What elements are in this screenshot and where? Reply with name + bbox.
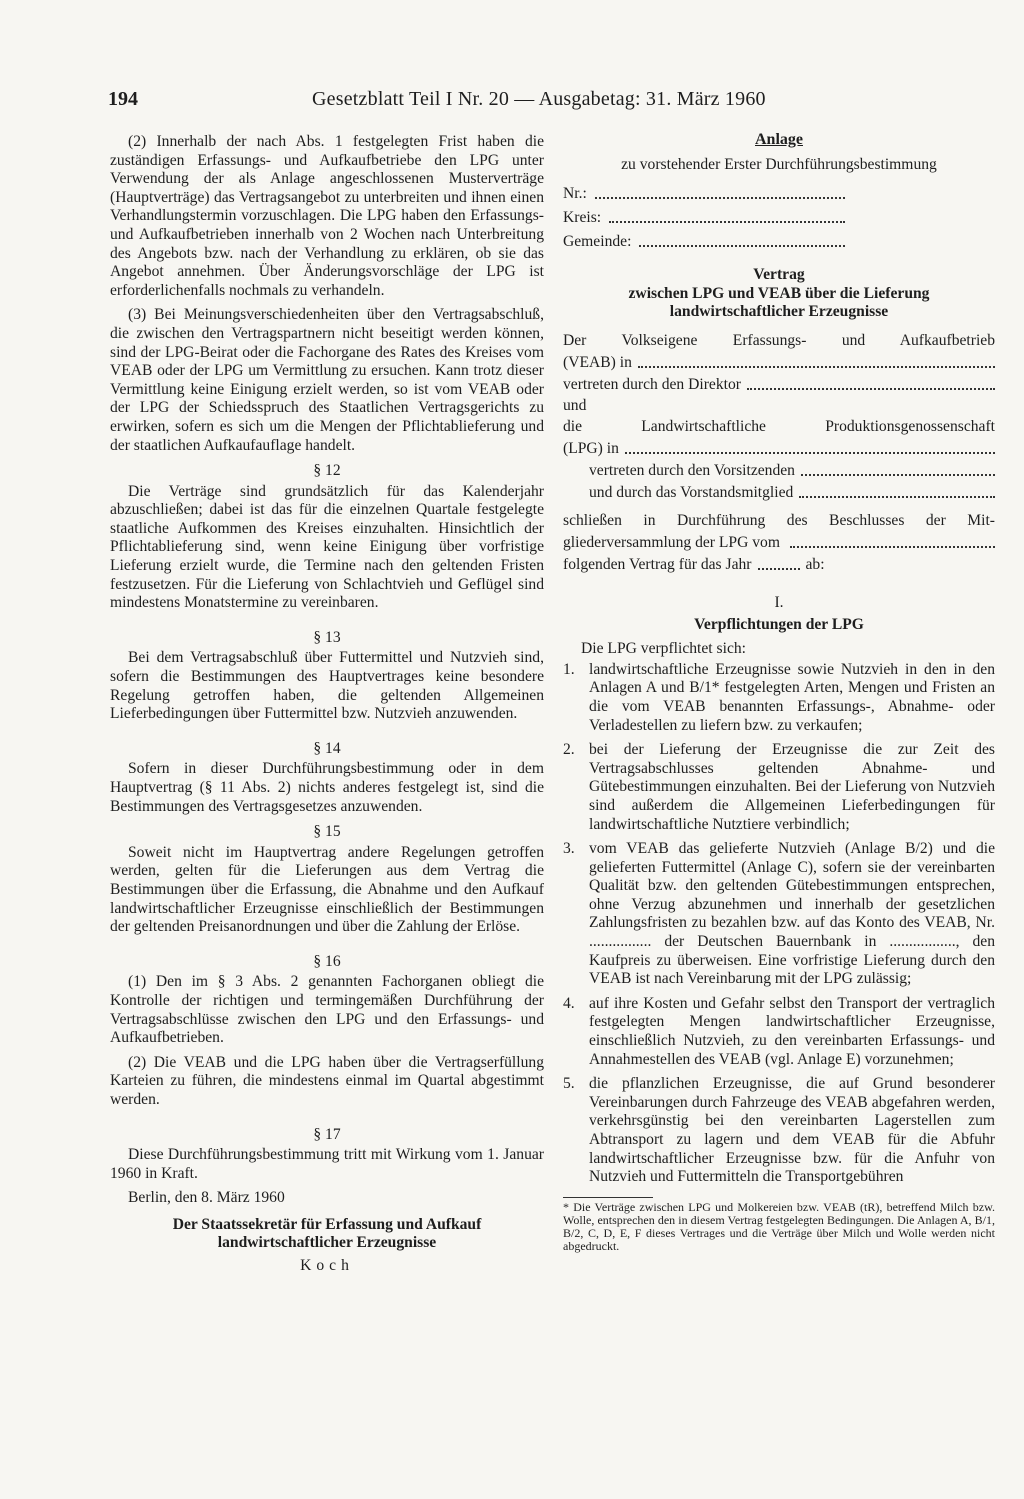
- obligation-number: 2.: [563, 741, 575, 759]
- assembly-date-label: gliederversammlung der LPG vom: [563, 533, 780, 551]
- paragraph-3: (3) Bei Meinungsverschiedenheiten über den Vertragsabschluß, die zwischen den Vertragspartnern nicht beseitigt werden können, sind der LPG-Beirat oder die Fachorgane des Rates des Kreises vom VEAB oder der LPG um Vermittlung zu ersuchen. Kann trotz dieser Vermittlung keine Einigung erzielt werden, so ist vom VEAB oder der LPG der Schiedsspruch des Staatlichen Vertragsgerichts zu erwirken, sofern es sich um die Mengen der Pflichtablieferung und der staatlichen Aufkaufauflage handelt.: [110, 306, 544, 454]
- party-2-location-label: (LPG) in: [563, 439, 619, 457]
- field-gemeinde-dots: [639, 232, 845, 247]
- assembly-date-dots: [790, 532, 995, 548]
- party-1-location-dots: [638, 352, 995, 368]
- section-13-heading: § 13: [313, 628, 341, 646]
- party-1-director-label: vertreten durch den Direktor: [563, 375, 741, 393]
- obligation-item-4: [563, 995, 995, 1069]
- section-14-text: Sofern in dieser Durchführungsbestimmung oder in dem Hauptvertrag (§ 11 Abs. 2) nichts anderes festgelegt ist, sind die Bestimmungen des Vertragsgesetzes anzuwenden.: [110, 760, 544, 815]
- contract-year-dots: [758, 554, 800, 570]
- party-2-line-1: die Landwirtschaftliche Produktionsgenossenschaft: [563, 417, 995, 435]
- signature-title-line-1: Der Staatssekretär für Erfassung und Aufkauf: [172, 1215, 482, 1233]
- section-13-text: Bei dem Vertragsabschluß über Futtermittel und Nutzvieh sind, sofern die Bestimmungen des Hauptvertrages keine besondere Regelung getroffen haben, die geltenden Allgemeinen Lieferbedingungen über Futtermittel bzw. Nutzvieh anzuwenden.: [110, 649, 544, 723]
- obligation-text: landwirtschaftliche Erzeugnisse sowie Nutzvieh in den in den Anlagen A und B/1* festgelegten Arten, Mengen und Fristen an die vom VEAB benannten Erfassungs-, Abnahme- oder Verladestellen zu liefern bzw. zu verkaufen;: [589, 660, 995, 734]
- section-16-heading: § 16: [313, 952, 341, 970]
- party-1-line-3: [563, 374, 995, 396]
- party-2-chair-label: vertreten durch den Vorsitzenden: [589, 461, 795, 479]
- contract-title-line-3: landwirtschaftlicher Erzeugnisse: [669, 303, 889, 321]
- section-14-heading: § 14: [313, 739, 341, 757]
- conclusion-line-3: [563, 554, 995, 576]
- section-16-para-1: (1) Den im § 3 Abs. 2 genannten Fachorganen obliegt die Kontrolle der richtigen und termingemäßen Durchführung der Vertragsabschlüsse zwischen den LPG und den Erfassungs- und Aufkaufbetrieben.: [110, 973, 544, 1047]
- obligation-text: vom VEAB das gelieferte Nutzvieh (Anlage B/2) und die gelieferten Futtermittel (Anlage C), sofern sie der vereinbarten Qualität bzw. den geltenden Gütebestimmungen entsprechen, ohne Verzug abzunehmen und innerhalb der gesetzlichen Zahlungsfristen zu bezahlen bzw. auf das Konto des VEAB, Nr. ................ der Deutschen Bauernbank in ................., den Kaufpreis zu überweisen. Eine vorfristige Lieferung durch den VEAB ist nach Vereinbarung mit der LPG zulässig;: [589, 840, 995, 988]
- obligation-text: bei der Lieferung der Erzeugnisse die zur Zeit des Vertragsabschlusses geltenden Abnahme- und Gütebestimmungen einzuhalten. Bei der Lieferung von Nutzvieh sind außerdem die Allgemeinen Lieferbedingungen für landwirtschaftliche Nutztiere verbindlich;: [589, 741, 995, 833]
- running-title: Gesetzblatt Teil I Nr. 20 — Ausgabetag: 31. März 1960: [312, 88, 766, 110]
- party-2-location-dots: [625, 438, 995, 454]
- field-kreis: [563, 208, 995, 228]
- paragraph-2: (2) Innerhalb der nach Abs. 1 festgelegten Frist haben die zuständigen Erfassungs- und Aufkaufbetriebe den LPG unter Verwendung der als Anlage angeschlossenen Musterverträge (Hauptverträge) das Vertragsangebot zu unterbreiten und ihnen einen Verhandlungstermin vorzuschlagen. Die LPG haben den Erfassungs- und Aufkaufbetrieben innerhalb von 2 Wochen nach Unterbreitung des Angebots bzw. nach der Verhandlung zu erklären, ob sie das Angebot annehmen. Über Änderungsvorschläge der LPG ist erforderlichenfalls nochmals zu verhandeln.: [110, 133, 544, 299]
- section-17-text: Diese Durchführungsbestimmung tritt mit Wirkung vom 1. Januar 1960 in Kraft.: [110, 1146, 544, 1182]
- field-kreis-label: Kreis:: [563, 209, 602, 227]
- obligation-item-5: [563, 1075, 995, 1187]
- party-2-line-2: [563, 438, 995, 460]
- field-kreis-dots: [609, 208, 845, 223]
- parties-block: [563, 330, 995, 504]
- contract-year-suffix: ab:: [805, 555, 825, 573]
- and-word: und: [563, 396, 587, 414]
- annex-title: Anlage: [755, 131, 803, 148]
- obligation-number: 4.: [563, 994, 575, 1012]
- footnote-divider: [563, 1197, 653, 1198]
- obligations-intro: Die LPG verpflichtet sich:: [581, 640, 746, 658]
- obligation-number: 5.: [563, 1075, 575, 1093]
- party-1-line-2: [563, 352, 995, 374]
- roman-numeral-heading: I.: [774, 593, 784, 611]
- signature-title-line-2: landwirtschaftlicher Erzeugnisse: [217, 1234, 437, 1252]
- footnote: * Die Verträge zwischen LPG und Molkereien bzw. VEAB (tR), betreffend Milch bzw. Wolle, entsprechen den in diesem Vertrag festgelegten Bedingungen. Die Anlagen A, B/1, B/2, C, D, E, F dieses Vertrages und die Verträge über Milch und Wolle werden nicht abgedruckt.: [563, 1199, 995, 1253]
- conclusion-line-2: [563, 532, 995, 554]
- left-column: [110, 133, 544, 1276]
- field-nr-dots: [595, 184, 845, 199]
- page-header: [108, 88, 988, 118]
- conclusion-block: [563, 510, 995, 576]
- obligation-text: auf ihre Kosten und Gefahr selbst den Transport der vertraglich festgelegten Mengen landwirtschaftlicher Erzeugnisse, einschließlich Nutzvieh, zu den vereinbarten Erfassungs- und Annahmestellen des VEAB (vgl. Anlage E) vorzunehmen;: [589, 994, 995, 1068]
- obligation-number: 1.: [563, 660, 575, 678]
- party-2-line-4: [563, 482, 995, 504]
- obligation-item-2: [563, 741, 995, 834]
- page-number: 194: [108, 88, 138, 110]
- right-column: [563, 131, 995, 1253]
- contract-year-label: folgenden Vertrag für das Jahr: [563, 555, 752, 573]
- party-1-location-label: (VEAB) in: [563, 353, 632, 371]
- contract-title-line-2: zwischen LPG und VEAB über die Lieferung: [628, 284, 930, 302]
- section-15-text: Soweit nicht im Hauptvertrag andere Regelungen getroffen werden, gelten für die Lieferungen aus dem Vertrag die Bestimmungen über die Erfassung, die Abnahme und den Aufkauf landwirtschaftlicher Erzeugnisse einschließlich der Bestimmungen der geltenden Preisanordnungen und über die Zahlung der Erlöse.: [110, 843, 544, 936]
- party-2-line-3: [563, 460, 995, 482]
- field-nr-label: Nr.:: [563, 185, 587, 203]
- contract-title-line-1: Vertrag: [753, 266, 805, 284]
- section-12-text: Die Verträge sind grundsätzlich für das Kalenderjahr abzuschließen; dabei ist das für die einzelnen Quartale festgelegte staatliche Aufkommen des Kreises einzuhalten. Hinsichtlich der Pflichtablieferung sind, wenn keine Einigung über vorfristige Lieferung erzielt wurde, die Termine nach den geltenden Fristen festzusetzen. Für die Lieferung von Schlachtvieh und Geflügel sind mindestens Monatstermine zu vereinbaren.: [110, 482, 544, 612]
- section-15-heading: § 15: [313, 823, 341, 841]
- party-2-chair-dots: [801, 460, 995, 476]
- signatory-name: Koch: [300, 1257, 354, 1275]
- obligation-number: 3.: [563, 840, 575, 858]
- field-gemeinde: [563, 232, 995, 252]
- party-2-board-label: und durch das Vorstandsmitglied: [589, 483, 794, 501]
- form-fields: [563, 184, 995, 252]
- obligation-item-3: [563, 840, 995, 989]
- section-16-para-2: (2) Die VEAB und die LPG haben über die Vertragserfüllung Karteien zu führen, die mindestens einmal im Quartal abgestimmt werden.: [110, 1053, 544, 1108]
- conclusion-line-1: schließen in Durchführung des Beschlusses der Mit-: [563, 511, 995, 529]
- field-nr: [563, 184, 995, 204]
- party-1-director-dots: [747, 374, 995, 390]
- obligation-text: die pflanzlichen Erzeugnisse, die auf Grund besonderer Vereinbarungen durch Fahrzeuge des VEAB abgefahren werden, verkehrsgünstig bei den vereinbarten Lagerstellen zum Abtransport zu lagern und dem VEAB für die Abfuhr landwirtschaftlicher Erzeugnisse bzw. für die Anfuhr von Nutzvieh und Futtermitteln die Transportgebühren: [589, 1075, 995, 1186]
- field-gemeinde-label: Gemeinde:: [563, 233, 632, 251]
- section-17-heading: § 17: [313, 1125, 341, 1143]
- place-date: Berlin, den 8. März 1960: [128, 1189, 285, 1207]
- obligation-item-1: [563, 661, 995, 735]
- annex-subtitle: zu vorstehender Erster Durchführungsbestimmung: [621, 155, 937, 173]
- section-12-heading: § 12: [313, 462, 341, 480]
- obligations-heading: Verpflichtungen der LPG: [694, 615, 864, 633]
- party-2-board-dots: [799, 482, 995, 498]
- party-1-line-1: Der Volkseigene Erfassungs- und Aufkaufbetrieb: [563, 331, 995, 349]
